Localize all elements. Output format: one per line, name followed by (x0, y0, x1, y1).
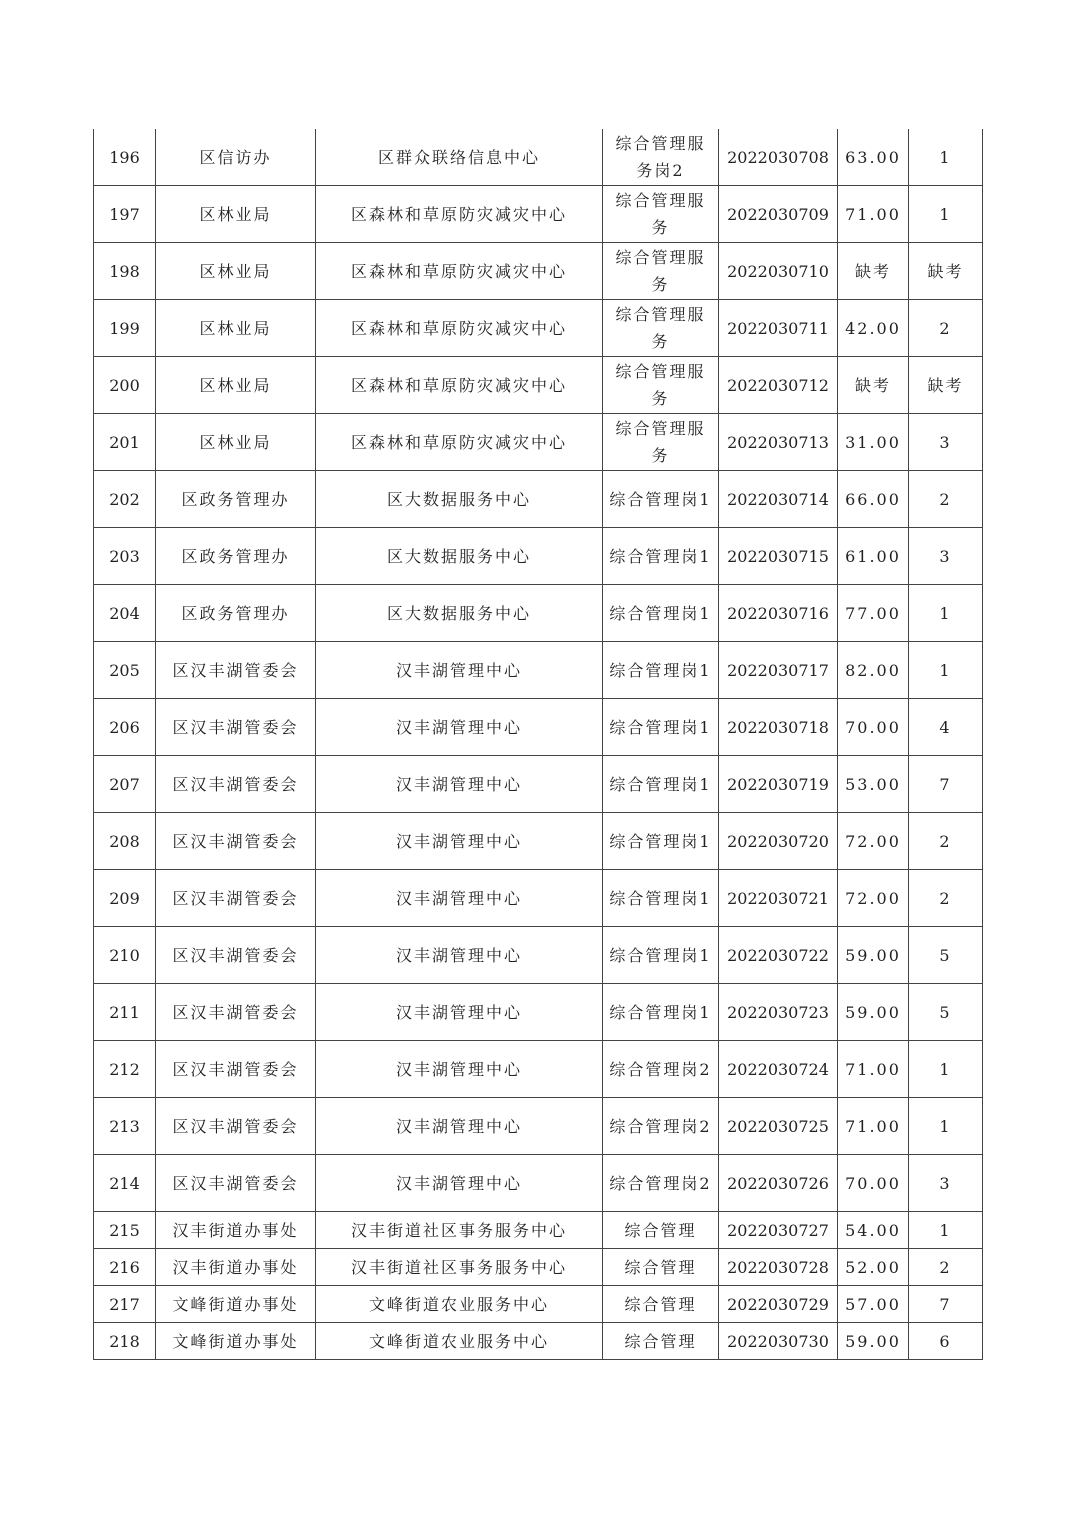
department-cell: 文峰街道办事处 (156, 1286, 316, 1323)
row-number-cell: 205 (94, 642, 156, 699)
post-cell: 综合管理服务 (603, 186, 719, 243)
post-cell: 综合管理岗1 (603, 699, 719, 756)
row-number-cell: 210 (94, 927, 156, 984)
unit-cell: 汉丰湖管理中心 (316, 984, 603, 1041)
row-number-cell: 216 (94, 1249, 156, 1286)
row-number-cell: 207 (94, 756, 156, 813)
rank-cell: 6 (909, 1323, 983, 1360)
row-number-cell: 201 (94, 414, 156, 471)
row-number-cell: 200 (94, 357, 156, 414)
table-row (94, 1323, 983, 1360)
rank-cell: 5 (909, 984, 983, 1041)
score-cell: 77.00 (838, 585, 909, 642)
row-number-cell: 215 (94, 1212, 156, 1249)
unit-cell: 汉丰湖管理中心 (316, 642, 603, 699)
row-number-cell: 204 (94, 585, 156, 642)
unit-cell: 文峰街道农业服务中心 (316, 1286, 603, 1323)
department-cell: 区信访办 (156, 129, 316, 186)
score-cell: 63.00 (838, 129, 909, 186)
post-cell: 综合管理岗2 (603, 1098, 719, 1155)
department-cell: 汉丰街道办事处 (156, 1212, 316, 1249)
post-cell: 综合管理岗1 (603, 984, 719, 1041)
table-row (94, 1041, 983, 1098)
unit-cell: 汉丰街道社区事务服务中心 (316, 1249, 603, 1286)
score-cell: 缺考 (838, 357, 909, 414)
table-row (94, 1249, 983, 1286)
unit-cell: 区森林和草原防灾减灾中心 (316, 357, 603, 414)
post-cell: 综合管理岗1 (603, 471, 719, 528)
unit-cell: 区森林和草原防灾减灾中心 (316, 243, 603, 300)
row-number-cell: 214 (94, 1155, 156, 1212)
post-cell: 综合管理岗2 (603, 1041, 719, 1098)
unit-cell: 汉丰湖管理中心 (316, 813, 603, 870)
unit-cell: 汉丰湖管理中心 (316, 870, 603, 927)
score-cell: 57.00 (838, 1286, 909, 1323)
unit-cell: 区森林和草原防灾减灾中心 (316, 414, 603, 471)
table-row (94, 699, 983, 756)
row-number-cell: 196 (94, 129, 156, 186)
exam-id-cell: 2022030713 (719, 414, 838, 471)
score-cell: 66.00 (838, 471, 909, 528)
table-row (94, 585, 983, 642)
rank-cell: 4 (909, 699, 983, 756)
exam-id-cell: 2022030714 (719, 471, 838, 528)
rank-cell: 1 (909, 129, 983, 186)
department-cell: 区林业局 (156, 414, 316, 471)
exam-id-cell: 2022030722 (719, 927, 838, 984)
score-cell: 缺考 (838, 243, 909, 300)
department-cell: 区汉丰湖管委会 (156, 870, 316, 927)
score-cell: 71.00 (838, 1041, 909, 1098)
unit-cell: 汉丰街道社区事务服务中心 (316, 1212, 603, 1249)
rank-cell: 1 (909, 1212, 983, 1249)
rank-cell: 1 (909, 1098, 983, 1155)
post-cell: 综合管理服务 (603, 357, 719, 414)
exam-id-cell: 2022030718 (719, 699, 838, 756)
table-row (94, 186, 983, 243)
department-cell: 区汉丰湖管委会 (156, 927, 316, 984)
score-cell: 82.00 (838, 642, 909, 699)
unit-cell: 汉丰湖管理中心 (316, 1098, 603, 1155)
post-cell: 综合管理岗1 (603, 642, 719, 699)
results-table-page (93, 129, 983, 1360)
department-cell: 文峰街道办事处 (156, 1323, 316, 1360)
score-cell: 59.00 (838, 984, 909, 1041)
row-number-cell: 209 (94, 870, 156, 927)
score-cell: 71.00 (838, 1098, 909, 1155)
row-number-cell: 202 (94, 471, 156, 528)
exam-id-cell: 2022030716 (719, 585, 838, 642)
rank-cell: 1 (909, 585, 983, 642)
department-cell: 区汉丰湖管委会 (156, 642, 316, 699)
department-cell: 区政务管理办 (156, 471, 316, 528)
table-row (94, 984, 983, 1041)
table-row (94, 1286, 983, 1323)
post-cell: 综合管理岗1 (603, 528, 719, 585)
table-row (94, 471, 983, 528)
unit-cell: 汉丰湖管理中心 (316, 1155, 603, 1212)
department-cell: 区汉丰湖管委会 (156, 1041, 316, 1098)
score-cell: 59.00 (838, 1323, 909, 1360)
table-row (94, 927, 983, 984)
department-cell: 区林业局 (156, 186, 316, 243)
score-cell: 61.00 (838, 528, 909, 585)
department-cell: 区汉丰湖管委会 (156, 813, 316, 870)
department-cell: 汉丰街道办事处 (156, 1249, 316, 1286)
department-cell: 区林业局 (156, 357, 316, 414)
rank-cell: 2 (909, 870, 983, 927)
rank-cell: 7 (909, 1286, 983, 1323)
department-cell: 区汉丰湖管委会 (156, 1155, 316, 1212)
department-cell: 区汉丰湖管委会 (156, 756, 316, 813)
exam-id-cell: 2022030724 (719, 1041, 838, 1098)
score-cell: 59.00 (838, 927, 909, 984)
rank-cell: 1 (909, 186, 983, 243)
table-row (94, 129, 983, 186)
unit-cell: 区大数据服务中心 (316, 471, 603, 528)
table-row (94, 870, 983, 927)
exam-id-cell: 2022030709 (719, 186, 838, 243)
exam-id-cell: 2022030712 (719, 357, 838, 414)
rank-cell: 3 (909, 414, 983, 471)
table-row (94, 813, 983, 870)
table-row (94, 414, 983, 471)
score-cell: 54.00 (838, 1212, 909, 1249)
row-number-cell: 218 (94, 1323, 156, 1360)
row-number-cell: 206 (94, 699, 156, 756)
table-row (94, 243, 983, 300)
exam-id-cell: 2022030723 (719, 984, 838, 1041)
score-cell: 70.00 (838, 1155, 909, 1212)
score-cell: 31.00 (838, 414, 909, 471)
unit-cell: 区大数据服务中心 (316, 528, 603, 585)
score-cell: 72.00 (838, 870, 909, 927)
rank-cell: 缺考 (909, 243, 983, 300)
department-cell: 区林业局 (156, 300, 316, 357)
row-number-cell: 213 (94, 1098, 156, 1155)
post-cell: 综合管理服务 (603, 243, 719, 300)
unit-cell: 文峰街道农业服务中心 (316, 1323, 603, 1360)
table-row (94, 300, 983, 357)
row-number-cell: 208 (94, 813, 156, 870)
table-row (94, 1098, 983, 1155)
department-cell: 区汉丰湖管委会 (156, 699, 316, 756)
rank-cell: 7 (909, 756, 983, 813)
table-row (94, 642, 983, 699)
rank-cell: 2 (909, 300, 983, 357)
unit-cell: 汉丰湖管理中心 (316, 699, 603, 756)
score-cell: 70.00 (838, 699, 909, 756)
table-row (94, 528, 983, 585)
rank-cell: 2 (909, 813, 983, 870)
department-cell: 区汉丰湖管委会 (156, 1098, 316, 1155)
rank-cell: 缺考 (909, 357, 983, 414)
post-cell: 综合管理岗2 (603, 1155, 719, 1212)
results-table-body (94, 129, 983, 1360)
department-cell: 区政务管理办 (156, 528, 316, 585)
post-cell: 综合管理 (603, 1286, 719, 1323)
rank-cell: 5 (909, 927, 983, 984)
unit-cell: 汉丰湖管理中心 (316, 756, 603, 813)
post-cell: 综合管理岗1 (603, 870, 719, 927)
unit-cell: 汉丰湖管理中心 (316, 927, 603, 984)
exam-id-cell: 2022030720 (719, 813, 838, 870)
row-number-cell: 203 (94, 528, 156, 585)
table-row (94, 756, 983, 813)
unit-cell: 区群众联络信息中心 (316, 129, 603, 186)
unit-cell: 区森林和草原防灾减灾中心 (316, 300, 603, 357)
rank-cell: 2 (909, 1249, 983, 1286)
exam-id-cell: 2022030730 (719, 1323, 838, 1360)
row-number-cell: 198 (94, 243, 156, 300)
post-cell: 综合管理服务岗2 (603, 129, 719, 186)
score-cell: 52.00 (838, 1249, 909, 1286)
results-table (93, 129, 983, 1360)
exam-id-cell: 2022030719 (719, 756, 838, 813)
post-cell: 综合管理服务 (603, 300, 719, 357)
table-row (94, 1212, 983, 1249)
row-number-cell: 211 (94, 984, 156, 1041)
post-cell: 综合管理岗1 (603, 927, 719, 984)
exam-id-cell: 2022030728 (719, 1249, 838, 1286)
row-number-cell: 197 (94, 186, 156, 243)
score-cell: 42.00 (838, 300, 909, 357)
exam-id-cell: 2022030715 (719, 528, 838, 585)
exam-id-cell: 2022030717 (719, 642, 838, 699)
post-cell: 综合管理岗1 (603, 813, 719, 870)
unit-cell: 区森林和草原防灾减灾中心 (316, 186, 603, 243)
exam-id-cell: 2022030727 (719, 1212, 838, 1249)
post-cell: 综合管理 (603, 1323, 719, 1360)
rank-cell: 1 (909, 1041, 983, 1098)
unit-cell: 区大数据服务中心 (316, 585, 603, 642)
exam-id-cell: 2022030729 (719, 1286, 838, 1323)
exam-id-cell: 2022030708 (719, 129, 838, 186)
score-cell: 71.00 (838, 186, 909, 243)
rank-cell: 1 (909, 642, 983, 699)
rank-cell: 2 (909, 471, 983, 528)
post-cell: 综合管理 (603, 1212, 719, 1249)
exam-id-cell: 2022030725 (719, 1098, 838, 1155)
score-cell: 53.00 (838, 756, 909, 813)
row-number-cell: 212 (94, 1041, 156, 1098)
row-number-cell: 199 (94, 300, 156, 357)
table-row (94, 357, 983, 414)
department-cell: 区林业局 (156, 243, 316, 300)
post-cell: 综合管理服务 (603, 414, 719, 471)
rank-cell: 3 (909, 528, 983, 585)
post-cell: 综合管理岗1 (603, 756, 719, 813)
row-number-cell: 217 (94, 1286, 156, 1323)
exam-id-cell: 2022030726 (719, 1155, 838, 1212)
unit-cell: 汉丰湖管理中心 (316, 1041, 603, 1098)
department-cell: 区汉丰湖管委会 (156, 984, 316, 1041)
post-cell: 综合管理 (603, 1249, 719, 1286)
score-cell: 72.00 (838, 813, 909, 870)
exam-id-cell: 2022030711 (719, 300, 838, 357)
exam-id-cell: 2022030710 (719, 243, 838, 300)
post-cell: 综合管理岗1 (603, 585, 719, 642)
exam-id-cell: 2022030721 (719, 870, 838, 927)
department-cell: 区政务管理办 (156, 585, 316, 642)
rank-cell: 3 (909, 1155, 983, 1212)
table-row (94, 1155, 983, 1212)
